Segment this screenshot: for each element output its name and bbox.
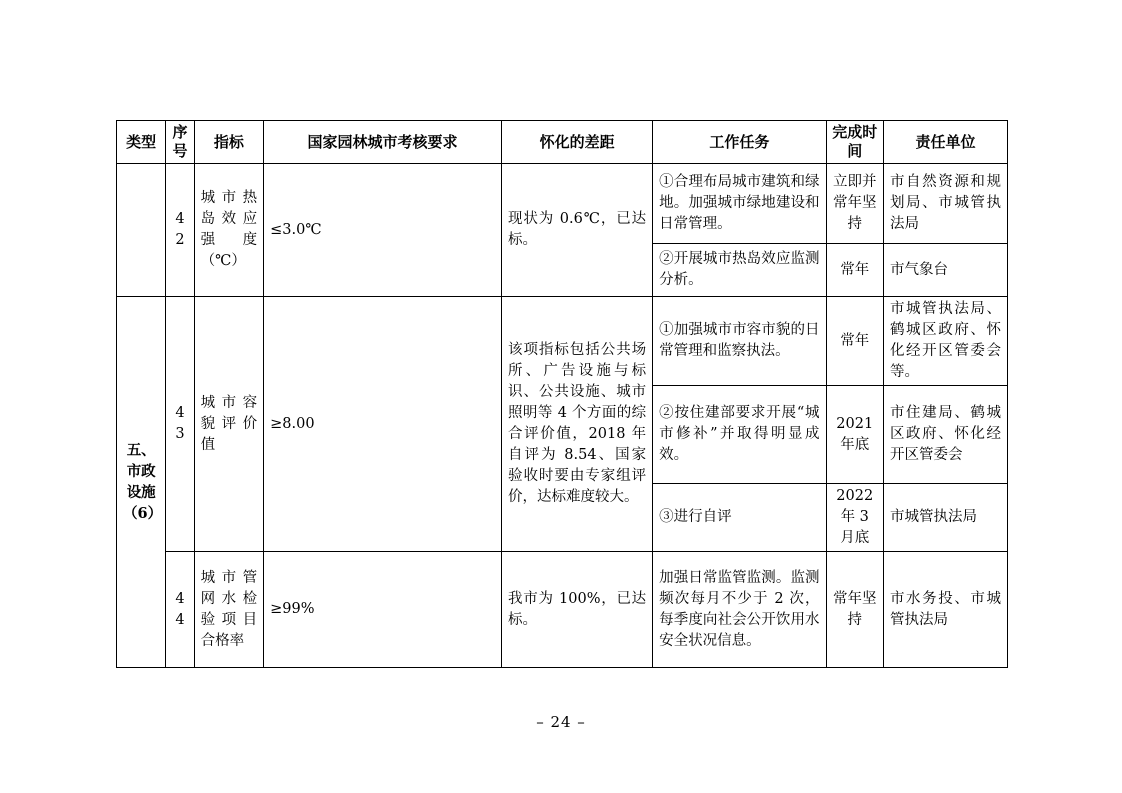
page-number: – 24 – <box>536 713 586 731</box>
row-indicator: 城市容貌评价值 <box>194 297 264 552</box>
header-requirement: 国家园林城市考核要求 <box>264 121 502 164</box>
row-time: 常年 <box>826 297 883 386</box>
row-seq: 44 <box>166 552 194 668</box>
row-task: ②按住建部要求开展“城市修补”并取得明显成效。 <box>653 386 826 484</box>
header-seq: 序号 <box>166 121 194 164</box>
row-time: 立即并常年坚持 <box>826 164 883 244</box>
row-requirement: ≥8.00 <box>264 297 502 552</box>
header-type: 类型 <box>117 121 166 164</box>
table-row <box>117 297 1008 386</box>
row-unit: 市城管执法局 <box>883 484 1007 552</box>
row-seq: 42 <box>166 164 194 297</box>
row-task: ③进行自评 <box>653 484 826 552</box>
row-task: ①加强城市市容市貌的日常管理和监察执法。 <box>653 297 826 386</box>
row-unit: 市水务投、市城管执法局 <box>883 552 1007 668</box>
row-seq: 43 <box>166 297 194 552</box>
header-unit: 责任单位 <box>883 121 1007 164</box>
row-time: 2022 年 3 月底 <box>826 484 883 552</box>
row-gap: 我市为 100%，已达标。 <box>501 552 652 668</box>
category-cell-empty <box>117 164 166 297</box>
row-task: 加强日常监管监测。监测频次每月不少于 2 次，每季度向社会公开饮用水安全状况信息。 <box>653 552 826 668</box>
row-requirement: ≤3.0℃ <box>264 164 502 297</box>
indicator-table <box>116 120 1008 668</box>
row-unit: 市气象台 <box>883 244 1007 297</box>
row-requirement: ≥99% <box>264 552 502 668</box>
row-unit: 市住建局、鹤城区政府、怀化经开区管委会 <box>883 386 1007 484</box>
header-time: 完成时间 <box>826 121 883 164</box>
row-time: 常年坚持 <box>826 552 883 668</box>
category-label: 五、市政设施（6） <box>117 297 166 668</box>
table-row <box>117 164 1008 244</box>
table-header-row <box>117 121 1008 164</box>
row-gap: 现状为 0.6℃，已达标。 <box>501 164 652 297</box>
row-indicator: 城市管网水检验项目合格率 <box>194 552 264 668</box>
table-row <box>117 552 1008 668</box>
row-unit: 市自然资源和规划局、市城管执法局 <box>883 164 1007 244</box>
header-indicator: 指标 <box>194 121 264 164</box>
header-task: 工作任务 <box>653 121 826 164</box>
row-time: 常年 <box>826 244 883 297</box>
row-task: ①合理布局城市建筑和绿地。加强城市绿地建设和日常管理。 <box>653 164 826 244</box>
row-indicator: 城市热岛效应强度（℃） <box>194 164 264 297</box>
row-task: ②开展城市热岛效应监测分析。 <box>653 244 826 297</box>
row-time: 2021 年底 <box>826 386 883 484</box>
header-gap: 怀化的差距 <box>501 121 652 164</box>
row-gap: 该项指标包括公共场所、广告设施与标识、公共设施、城市照明等 4 个方面的综合评价值，2018 年自评为 8.54、国家验收时要由专家组评价，达标难度较大。 <box>501 297 652 552</box>
row-unit: 市城管执法局、鹤城区政府、怀化经开区管委会等。 <box>883 297 1007 386</box>
